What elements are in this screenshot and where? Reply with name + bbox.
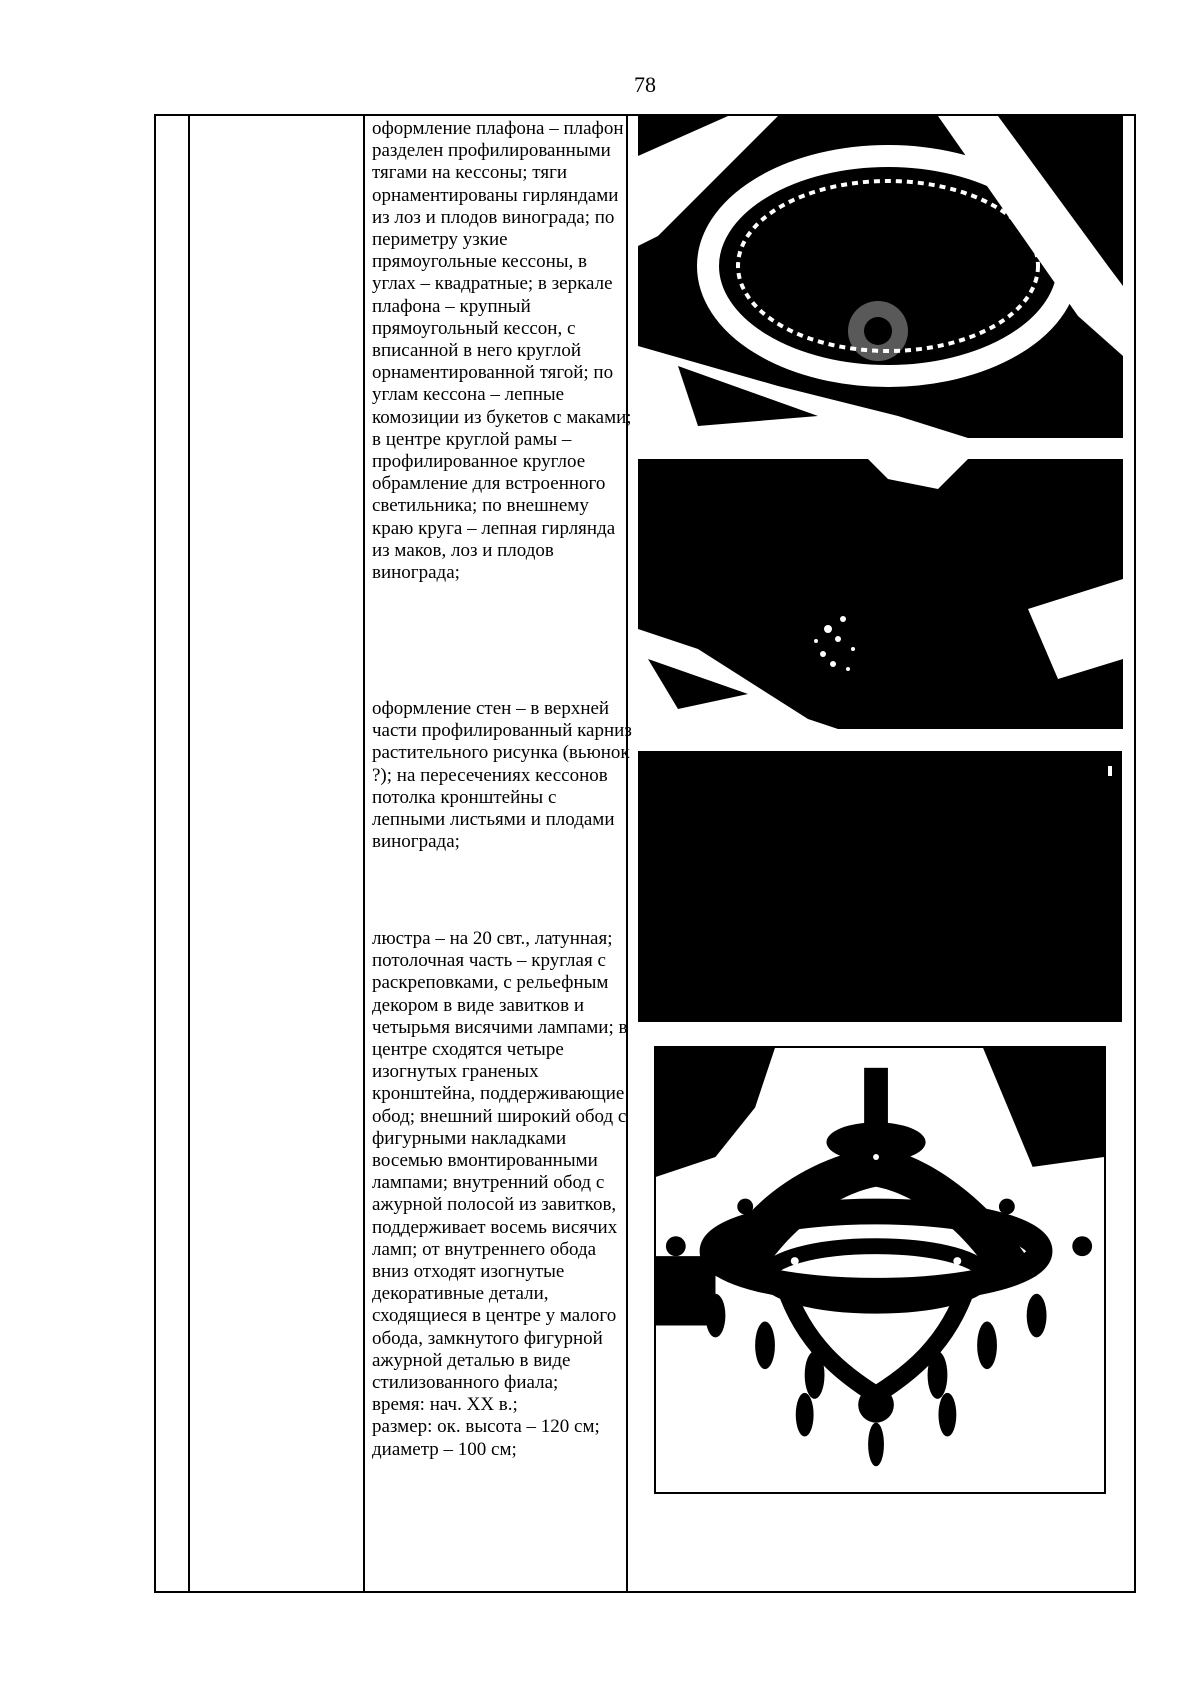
chandelier-description: люстра – на 20 свт., латунная; потолочная часть – круглая с раскреповками, с рельефным декором в виде завитков и четырьмя висячими лампами; в центре сходятся четыре изогнутых граненых кронштейна, поддерживающие обод; внешний широкий обод с фигурными накладками восемью вмонтированными лампами; внутренний обод с ажурной полосой из завитков, поддерживает восемь висячих ламп; от внутреннего обода вниз отходят изогнутые декоративные детали, сходящиеся в центре у малого обода, замкнутого фигурной ажурной деталью в виде стилизованного фиала; bbox=[372, 928, 628, 1394]
chandelier-photo bbox=[654, 1046, 1106, 1494]
description-cell bbox=[372, 118, 634, 584]
wall-cornice-photo bbox=[638, 751, 1122, 1022]
page-number: 78 bbox=[634, 72, 656, 97]
size-line: размер: ок. высота – 120 см; диаметр – 100 см; bbox=[372, 1416, 600, 1460]
ceiling-photo bbox=[638, 116, 1123, 438]
walls-description: оформление стен – в верхней части профилированный карниз растительного рисунка (вьюнок ?); на пересечениях кессонов потолка кронштейны с лепными листьями и плодами винограда; bbox=[372, 698, 632, 853]
chandelier-cell bbox=[372, 928, 634, 1461]
ceiling-description: оформление плафона – плафон разделен профилированными тягами на кессоны; тяги орнаментированы гирляндами из лоз и плодов винограда; по периметру узкие прямоугольные кессоны, в углах – квадратные; в зеркале плафона – крупный прямоугольный кессон, с вписанной в него круглой орнаментированной тягой; по углам кессона – лепные комозиции из букетов с маками; в центре круглой рамы – профилированное круглое обрамление для встроенного светильника; по внешнему краю круга – лепная гирлянда из маков, лоз и плодов винограда; bbox=[372, 118, 632, 584]
column-divider-1 bbox=[188, 116, 190, 1591]
walls-cell bbox=[372, 698, 634, 853]
column-divider-2 bbox=[363, 116, 365, 1591]
ceiling-detail-photo bbox=[638, 459, 1123, 729]
time-line: время: нач. XX в.; bbox=[372, 1394, 518, 1416]
